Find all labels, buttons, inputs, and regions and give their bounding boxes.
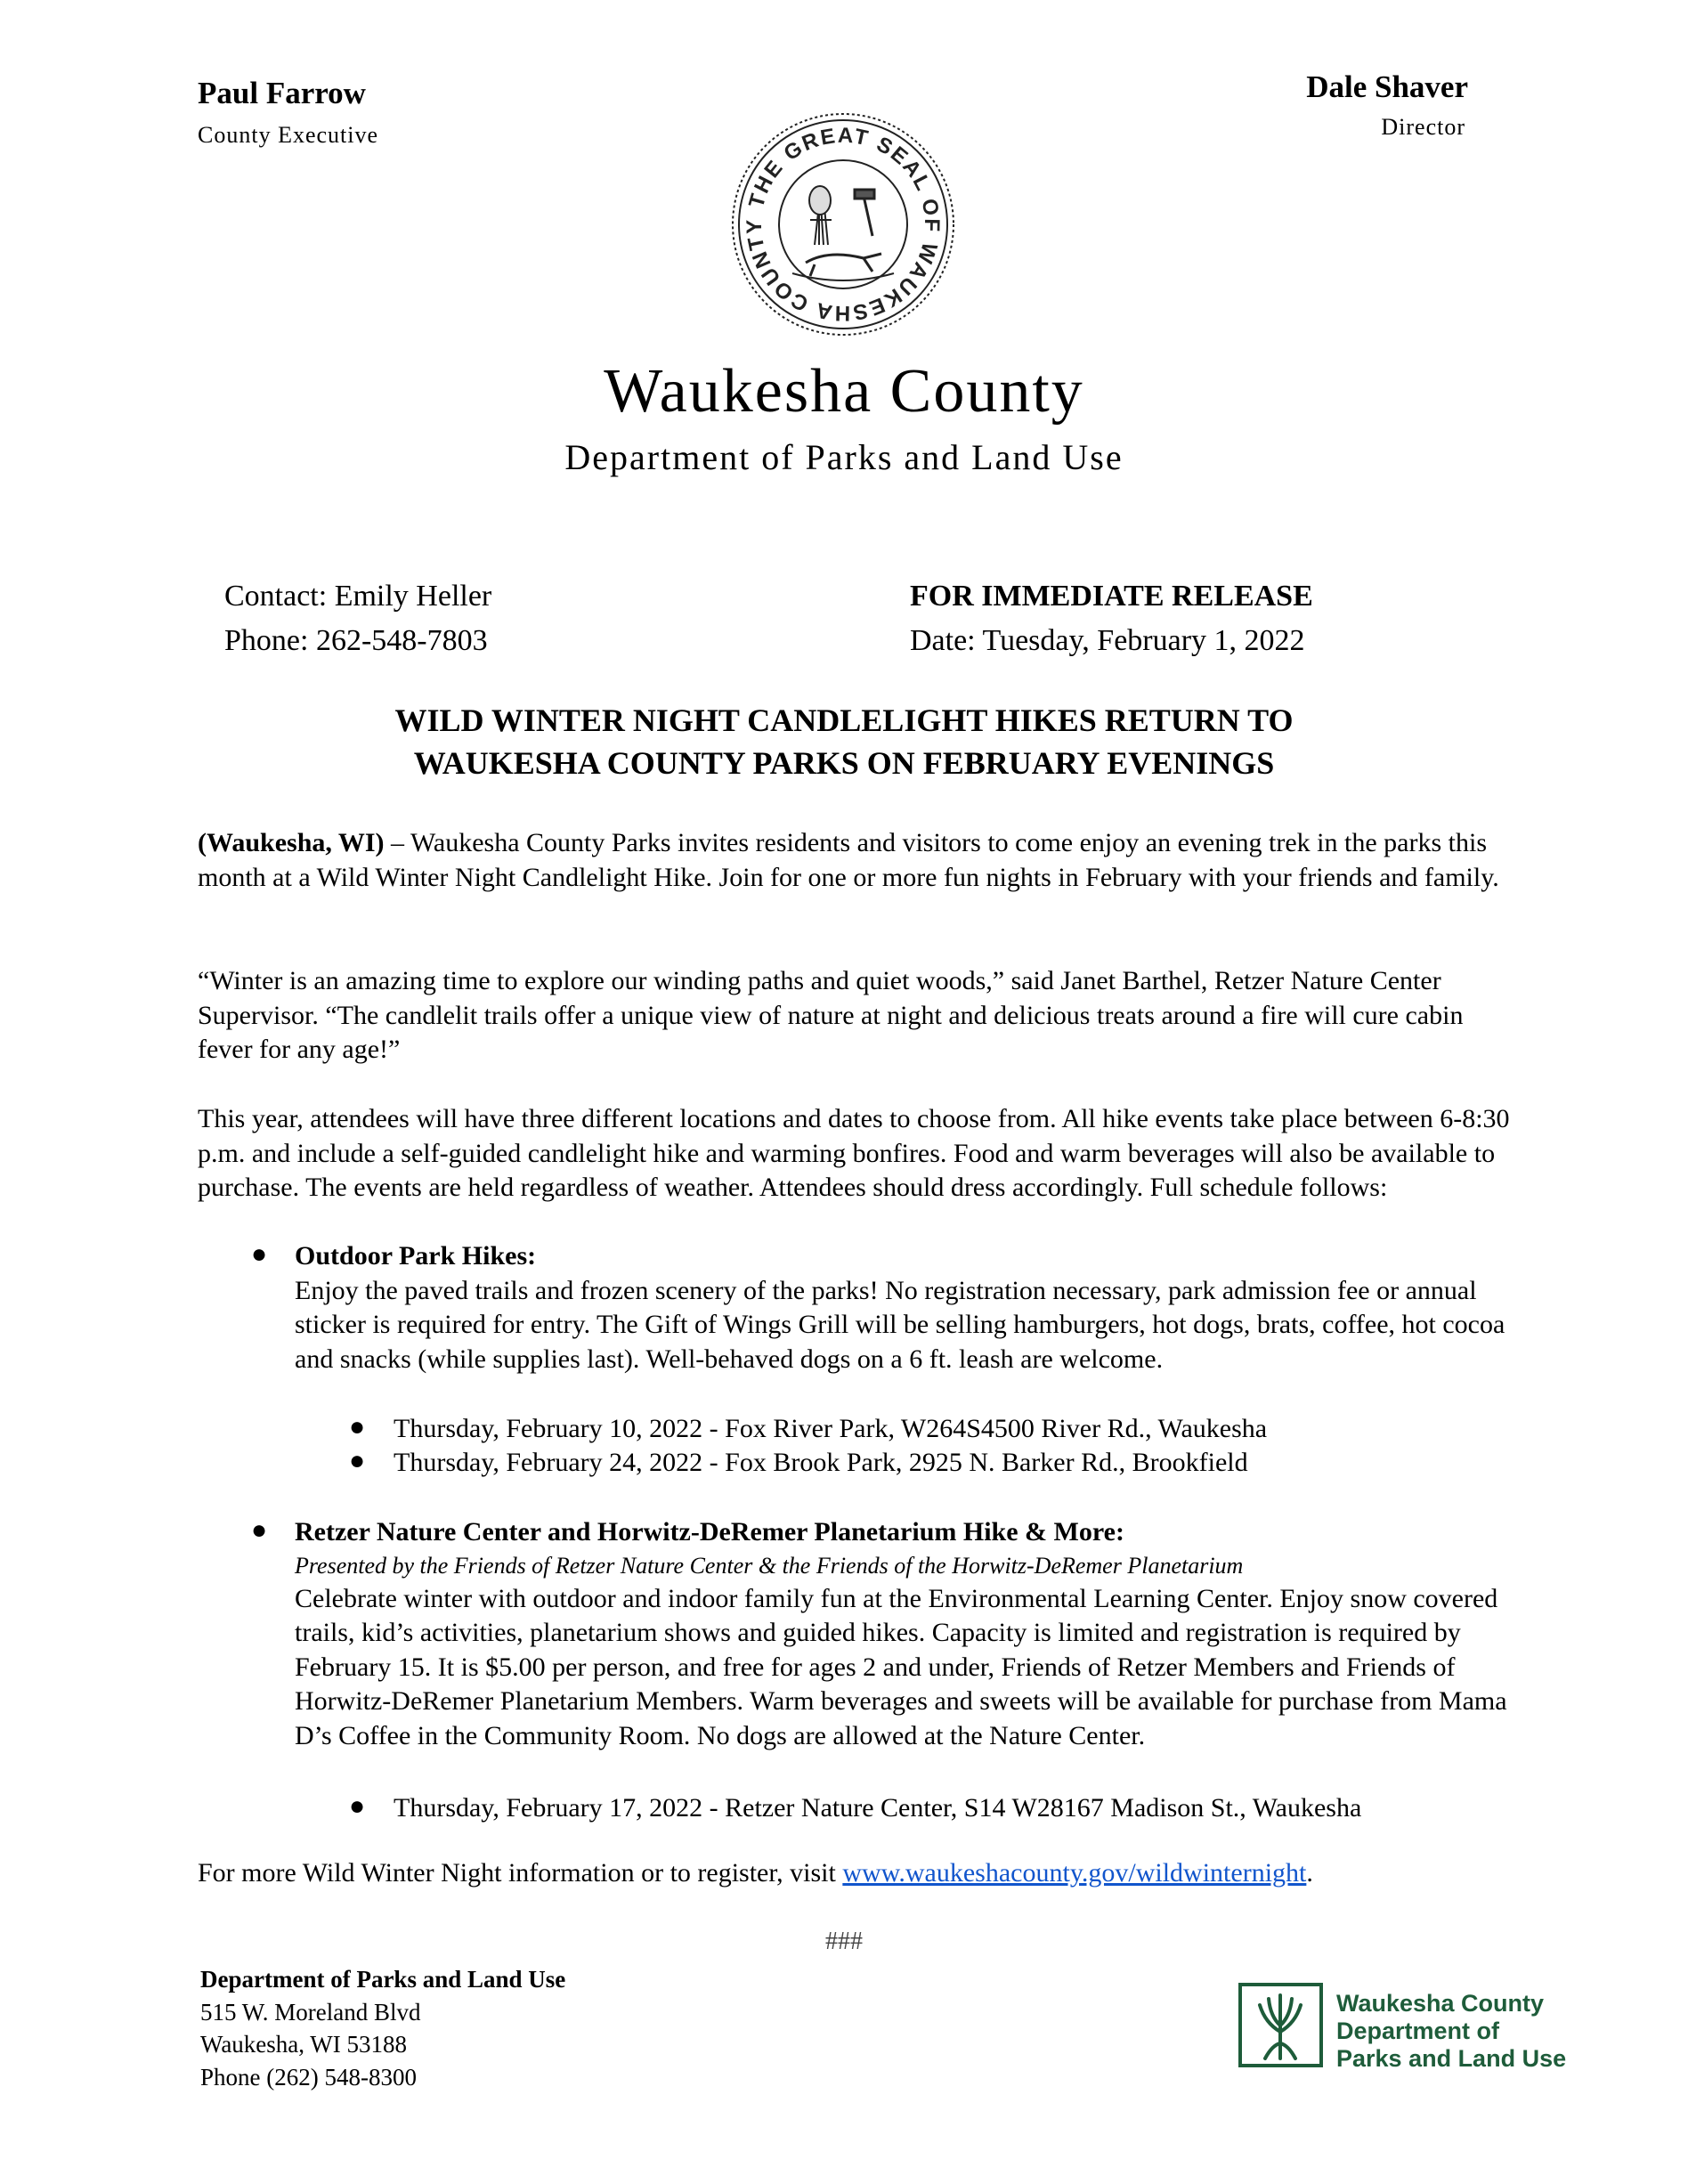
footer-org: Department of Parks and Land Use bbox=[200, 1966, 566, 1993]
bullet-icon: ● bbox=[349, 1412, 366, 1441]
release-label: FOR IMMEDIATE RELEASE bbox=[910, 580, 1313, 613]
bullet-icon: ● bbox=[251, 1515, 268, 1545]
event-title: Outdoor Park Hikes: bbox=[295, 1241, 537, 1271]
contact-name: Contact: Emily Heller bbox=[224, 580, 492, 613]
logo-line-3: Parks and Land Use bbox=[1336, 2045, 1567, 2072]
event-description: Celebrate winter with outdoor and indoor family fun at the Environmental Learning Center. Enjoy snow covered trails, kid’s activities, planetarium shows and guided hikes. Capacity is limited and registration is required by February 15. It is $5.00 per person, and free for ages 2 and under, Friends of Retzer Members and Friends of Horwitz-DeRemer Planetarium Members. Warm beverages and sweets will be available for purchase from Mama D’s Coffee in the Community Room. No dogs are allowed at the Nature Center. bbox=[295, 1583, 1507, 1750]
footer-phone: Phone (262) 548-8300 bbox=[200, 2063, 417, 2091]
more-info-line bbox=[198, 1856, 1515, 1891]
paragraph-intro bbox=[198, 826, 1515, 895]
event-title: Retzer Nature Center and Horwitz-DeRemer Planetarium Hike & More: bbox=[295, 1517, 1124, 1547]
county-executive-name: Paul Farrow bbox=[198, 76, 366, 110]
event-date-item: Thursday, February 24, 2022 - Fox Brook Park, 2925 N. Barker Rd., Brookfield bbox=[394, 1448, 1248, 1477]
footer-address-line-1: 515 W. Moreland Blvd bbox=[200, 1998, 421, 2026]
quote-text: “Winter is an amazing time to explore our winding paths and quiet woods,” said Janet Barthel, Retzer Nature Center Supervisor. “The candlelit trails offer a unique view of nature at night and delicious treats around a fire will cure cabin fever for any age!” bbox=[198, 966, 1464, 1064]
county-seal bbox=[730, 111, 956, 337]
event-retzer-planetarium bbox=[295, 1515, 1541, 1753]
event-description: Enjoy the paved trails and frozen scenery of the parks! No registration necessary, park admission fee or annual sticker is required for entry. The Gift of Wings Grill will be selling hamburgers, hot dogs, brats, coffee, hot cocoa and snacks (while supplies last). Well-behaved dogs on a 6 ft. leash are welcome. bbox=[295, 1275, 1505, 1374]
event-date-item: Thursday, February 10, 2022 - Fox River Park, W264S4500 River Rd., Waukesha bbox=[394, 1414, 1268, 1443]
paragraph-quote bbox=[198, 964, 1515, 1068]
contact-phone: Phone: 262-548-7803 bbox=[224, 624, 488, 657]
tree-logo-icon bbox=[1238, 1983, 1323, 2067]
intro-text: – Waukesha County Parks invites residents and visitors to come enjoy an evening trek in the parks this month at a Wild Winter Night Candlelight Hike. Join for one or more fun nights in February with your friends and family. bbox=[198, 828, 1499, 892]
footer-address-line-2: Waukesha, WI 53188 bbox=[200, 2031, 408, 2058]
bullet-icon: ● bbox=[349, 1791, 366, 1821]
more-info-end: . bbox=[1306, 1858, 1313, 1888]
county-executive-title: County Executive bbox=[198, 122, 379, 148]
dateline: (Waukesha, WI) bbox=[198, 828, 385, 857]
seal-text: THE GREAT SEAL OF WAUKESHA COUNTY bbox=[742, 123, 945, 326]
end-mark: ### bbox=[825, 1928, 863, 1955]
more-info-text: For more Wild Winter Night information or to register, visit bbox=[198, 1858, 843, 1888]
release-date: Date: Tuesday, February 1, 2022 bbox=[910, 624, 1305, 657]
svg-text:THE GREAT SEAL OF WAUKESHA COU bbox=[743, 124, 944, 325]
bullet-icon: ● bbox=[349, 1446, 366, 1475]
schedule-intro-text: This year, attendees will have three different locations and dates to choose from. All hike events take place between 6-8:30 p.m. and include a self-guided candlelight hike and warming bonfires. Food and warm beverages will also be available to purchase. The events are held regardless of weather. Attendees should dress accordingly. Full schedule follows: bbox=[198, 1104, 1510, 1202]
headline-line-1: WILD WINTER NIGHT CANDLELIGHT HIKES RETURN TO bbox=[394, 702, 1294, 738]
event-subtitle: Presented by the Friends of Retzer Nature Center & the Friends of the Horwitz-DeRemer Planetarium bbox=[295, 1552, 1244, 1579]
paragraph-schedule-intro bbox=[198, 1102, 1515, 1206]
bullet-icon: ● bbox=[251, 1239, 268, 1269]
footer-address bbox=[200, 1963, 565, 2093]
headline-line-2: WAUKESHA COUNTY PARKS ON FEBRUARY EVENINGS bbox=[413, 745, 1275, 781]
director-title: Director bbox=[1381, 114, 1465, 140]
wild-winter-night-link[interactable]: www.waukeshacounty.gov/wildwinternight bbox=[842, 1858, 1307, 1888]
event-date-item: Thursday, February 17, 2022 - Retzer Nature Center, S14 W28167 Madison St., Waukesha bbox=[394, 1793, 1362, 1823]
department-name: Department of Parks and Land Use bbox=[564, 437, 1124, 477]
director-name: Dale Shaver bbox=[1306, 69, 1468, 104]
press-release-headline bbox=[0, 699, 1688, 784]
logo-line-1: Waukesha County bbox=[1336, 1990, 1545, 2017]
logo-line-2: Department of bbox=[1336, 2018, 1500, 2044]
county-name: Waukesha County bbox=[604, 357, 1084, 426]
event-outdoor-park-hikes bbox=[295, 1239, 1541, 1376]
